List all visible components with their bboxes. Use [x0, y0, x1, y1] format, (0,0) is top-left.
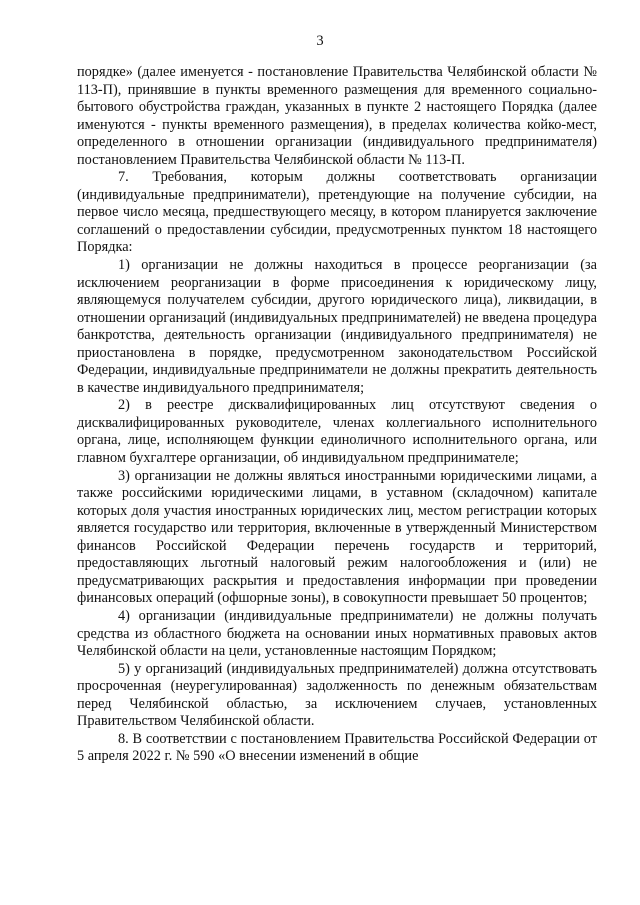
paragraph-subitem-5: 5) у организаций (индивидуальных предпринимателей) должна отсутствовать просроченная (неурегулированная) задолженность по денежным обязательствам перед Челябинской областью, за исключением случаев, установленных Правительством Челябинской области.: [77, 660, 597, 730]
paragraph-subitem-3: 3) организации не должны являться иностранными юридическими лицами, а также российскими юридическими лицами, в уставном (складочном) капитале которых доля участия иностранных юридических лиц, местом регистрации которых является государство или территория, включенные в утвержденный Министерством финансов Российской Федерации перечень государств и территорий, предоставляющих льготный налоговый режим налогообложения и (или) не предусматривающих раскрытия и предоставления информации при проведении финансовых операций (офшорные зоны), в совокупности превышает 50 процентов;: [77, 467, 597, 607]
page-number: 3: [316, 33, 324, 49]
paragraph-item-8: 8. В соответствии с постановлением Правительства Российской Федерации от 5 апреля 2022 г. № 590 «О внесении изменений в общие: [77, 730, 597, 765]
paragraph-continuation: порядке» (далее именуется - постановление Правительства Челябинской области № 113-П), принявшие в пункты временного размещения для временного социально-бытового обустройства граждан, указанных в пункте 2 настоящего Порядка (далее именуются - пункты временного размещения), в пределах количества койко-мест, определенного в отношении организации (индивидуального предпринимателя) постановлением Правительства Челябинской области № 113-П.: [77, 64, 597, 168]
paragraph-subitem-1: 1) организации не должны находиться в процессе реорганизации (за исключением реорганизации в форме присоединения к юридическому лицу, являющемуся получателем субсидии, другого юридического лица), ликвидации, в отношении организаций (индивидуальных предпринимателей) не введена процедура банкротства, деятельность организации (индивидуального предпринимателя) не приостановлена в порядке, предусмотренном законодательством Российской Федерации, индивидуальные предприниматели не должны прекратить деятельность в качестве индивидуального предпринимателя;: [77, 257, 597, 396]
paragraph-item-7: 7. Требования, которым должны соответствовать организации (индивидуальные предприниматели), претендующие на получение субсидии, на первое число месяца, предшествующего месяцу, в котором планируется заключение соглашений о предоставлении субсидии, предусмотренных пунктом 18 настоящего Порядка:: [77, 169, 597, 256]
paragraph-subitem-4: 4) организации (индивидуальные предприниматели) не должны получать средства из областного бюджета на основании иных нормативных правовых актов Челябинской области на цели, установленные настоящим Порядком;: [77, 607, 597, 660]
document-body: [77, 64, 597, 766]
paragraph-subitem-2: 2) в реестре дисквалифицированных лиц отсутствуют сведения о дисквалифицированных руководителе, членах коллегиального исполнительного органа, лице, исполняющем функции единоличного исполнительного органа, или главном бухгалтере организации, об индивидуальном предпринимателе;: [77, 397, 597, 467]
